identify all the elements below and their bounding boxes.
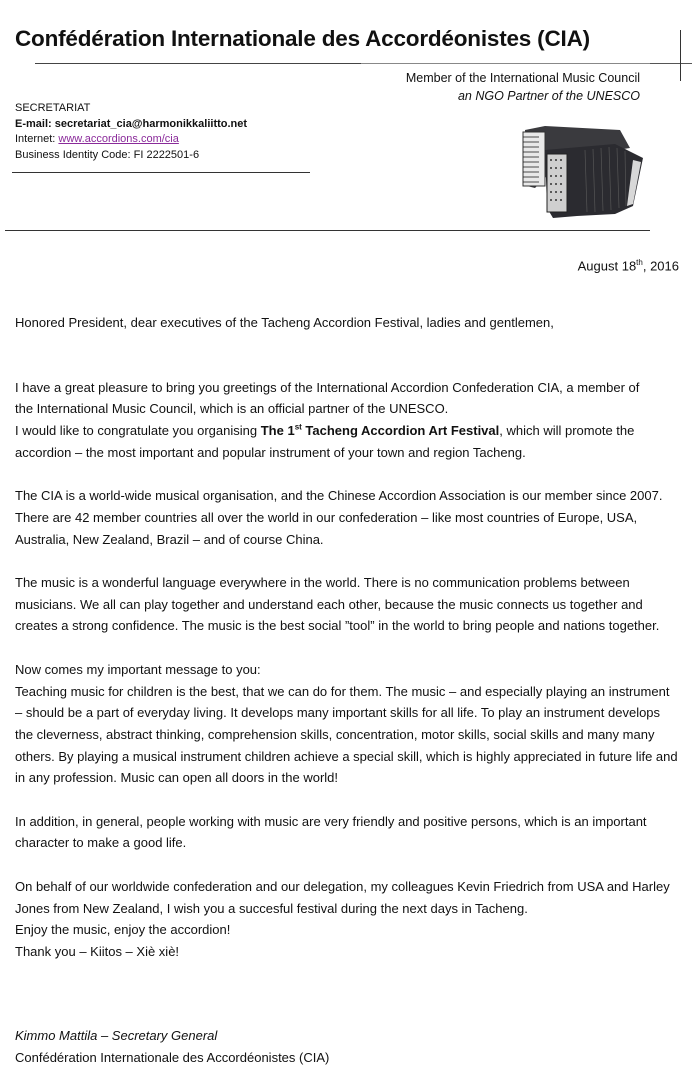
partner-line: an NGO Partner of the UNESCO <box>457 89 640 103</box>
paragraph-teaching: Teaching music for children is the best, that we can do for them. The music – and especially playing an instrument – should be a part of everyday living. It develops many important skills for all life. To play an instrument develops the cleverness, abstract thinking, comprehension skills, concentration, motor skills, social skills and many many others. By playing a musical instrument children achieve a special skill, which is highly appreciated in future life and in any profession. Music can open all doors in the world! <box>15 683 678 786</box>
date-text: August 18 <box>577 258 637 274</box>
signature-block <box>15 1025 329 1069</box>
enjoy-line: Enjoy the music, enjoy the accordion! <box>15 922 231 938</box>
email-label: E-mail: <box>15 117 52 130</box>
paragraph-greeting: I have a great pleasure to bring you greetings of the International Accordion Confederation CIA, a member of the International Music Council, which is an official partner of the UNESCO. <box>15 379 640 417</box>
paragraph-music-language: The music is a wonderful language everywhere in the world. There is no communication problems between musicians. We all can play together and understand each other, because the music connects us together and creates a strong confidence. The music is the best social ”tool” in the world to bring people and nations together. <box>15 575 660 634</box>
date-year: , 2016 <box>642 258 679 274</box>
paragraph-message-intro: Now comes my important message to you: <box>15 661 261 677</box>
festival-name <box>261 423 500 438</box>
internet-label: Internet: <box>15 133 56 145</box>
congrats-text: I would like to congratulate you organising <box>15 423 261 439</box>
secretariat-rule <box>12 172 310 173</box>
affiliation-block <box>406 69 640 105</box>
date-ordinal: th <box>636 258 643 267</box>
organization-title: Confédération Internationale des Accordéonistes (CIA) <box>15 26 590 51</box>
business-code: Business Identity Code: FI 2222501-6 <box>15 148 200 161</box>
member-line: Member of the International Music Council <box>405 71 640 85</box>
secretariat-label: SECRETARIAT <box>15 102 91 114</box>
email-line <box>15 117 247 133</box>
crosshair-vertical <box>680 30 681 81</box>
crosshair-horizontal <box>650 63 692 64</box>
letter-body <box>15 312 680 963</box>
letter-date <box>578 258 679 273</box>
internet-line <box>15 132 247 148</box>
secretariat-block <box>15 101 247 163</box>
header-bottom-rule <box>5 230 650 231</box>
paragraph-congratulation <box>15 420 675 463</box>
website-link[interactable]: www.accordions.com/cia <box>58 133 179 145</box>
email-address[interactable]: secretariat_cia@harmonikkaliitto.net <box>54 117 248 130</box>
accordion-icon <box>505 118 645 220</box>
salutation: Honored President, dear executives of the Tacheng Accordion Festival, ladies and gentlemen, <box>15 315 554 330</box>
header-rule-left <box>35 63 361 64</box>
paragraph-addition: In addition, in general, people working with music are very friendly and positive persons, which is an important character to make a good life. <box>15 813 647 851</box>
signatory-organization: Confédération Internationale des Accordéonistes (CIA) <box>15 1050 330 1065</box>
paragraph-cia: The CIA is a world-wide musical organisation, and the Chinese Accordion Association is our member since 2007. There are 42 member countries all over the world in our confederation – like most countries of Europe, USA, Australia, New Zealand, Brazil – and of course China. <box>15 488 663 547</box>
festival-name-end: Tacheng Accordion Art Festival <box>301 423 500 439</box>
festival-ordinal: st <box>294 422 302 432</box>
header-rule-right <box>361 63 650 64</box>
festival-name-start: The 1 <box>260 423 295 439</box>
paragraph-behalf: On behalf of our worldwide confederation and our delegation, my colleagues Kevin Friedrich from USA and Harley Jones from New Zealand, I wish you a succesful festival during the next days in Tacheng. <box>15 878 670 916</box>
thanks-line: Thank you – Kiitos – Xiè xiè! <box>15 943 180 959</box>
congrats-text-end: , which will promote the accordion – the most important and popular instrument of your town and region Tacheng. <box>15 423 635 460</box>
signatory-name: Kimmo Mattila – Secretary General <box>15 1028 218 1043</box>
